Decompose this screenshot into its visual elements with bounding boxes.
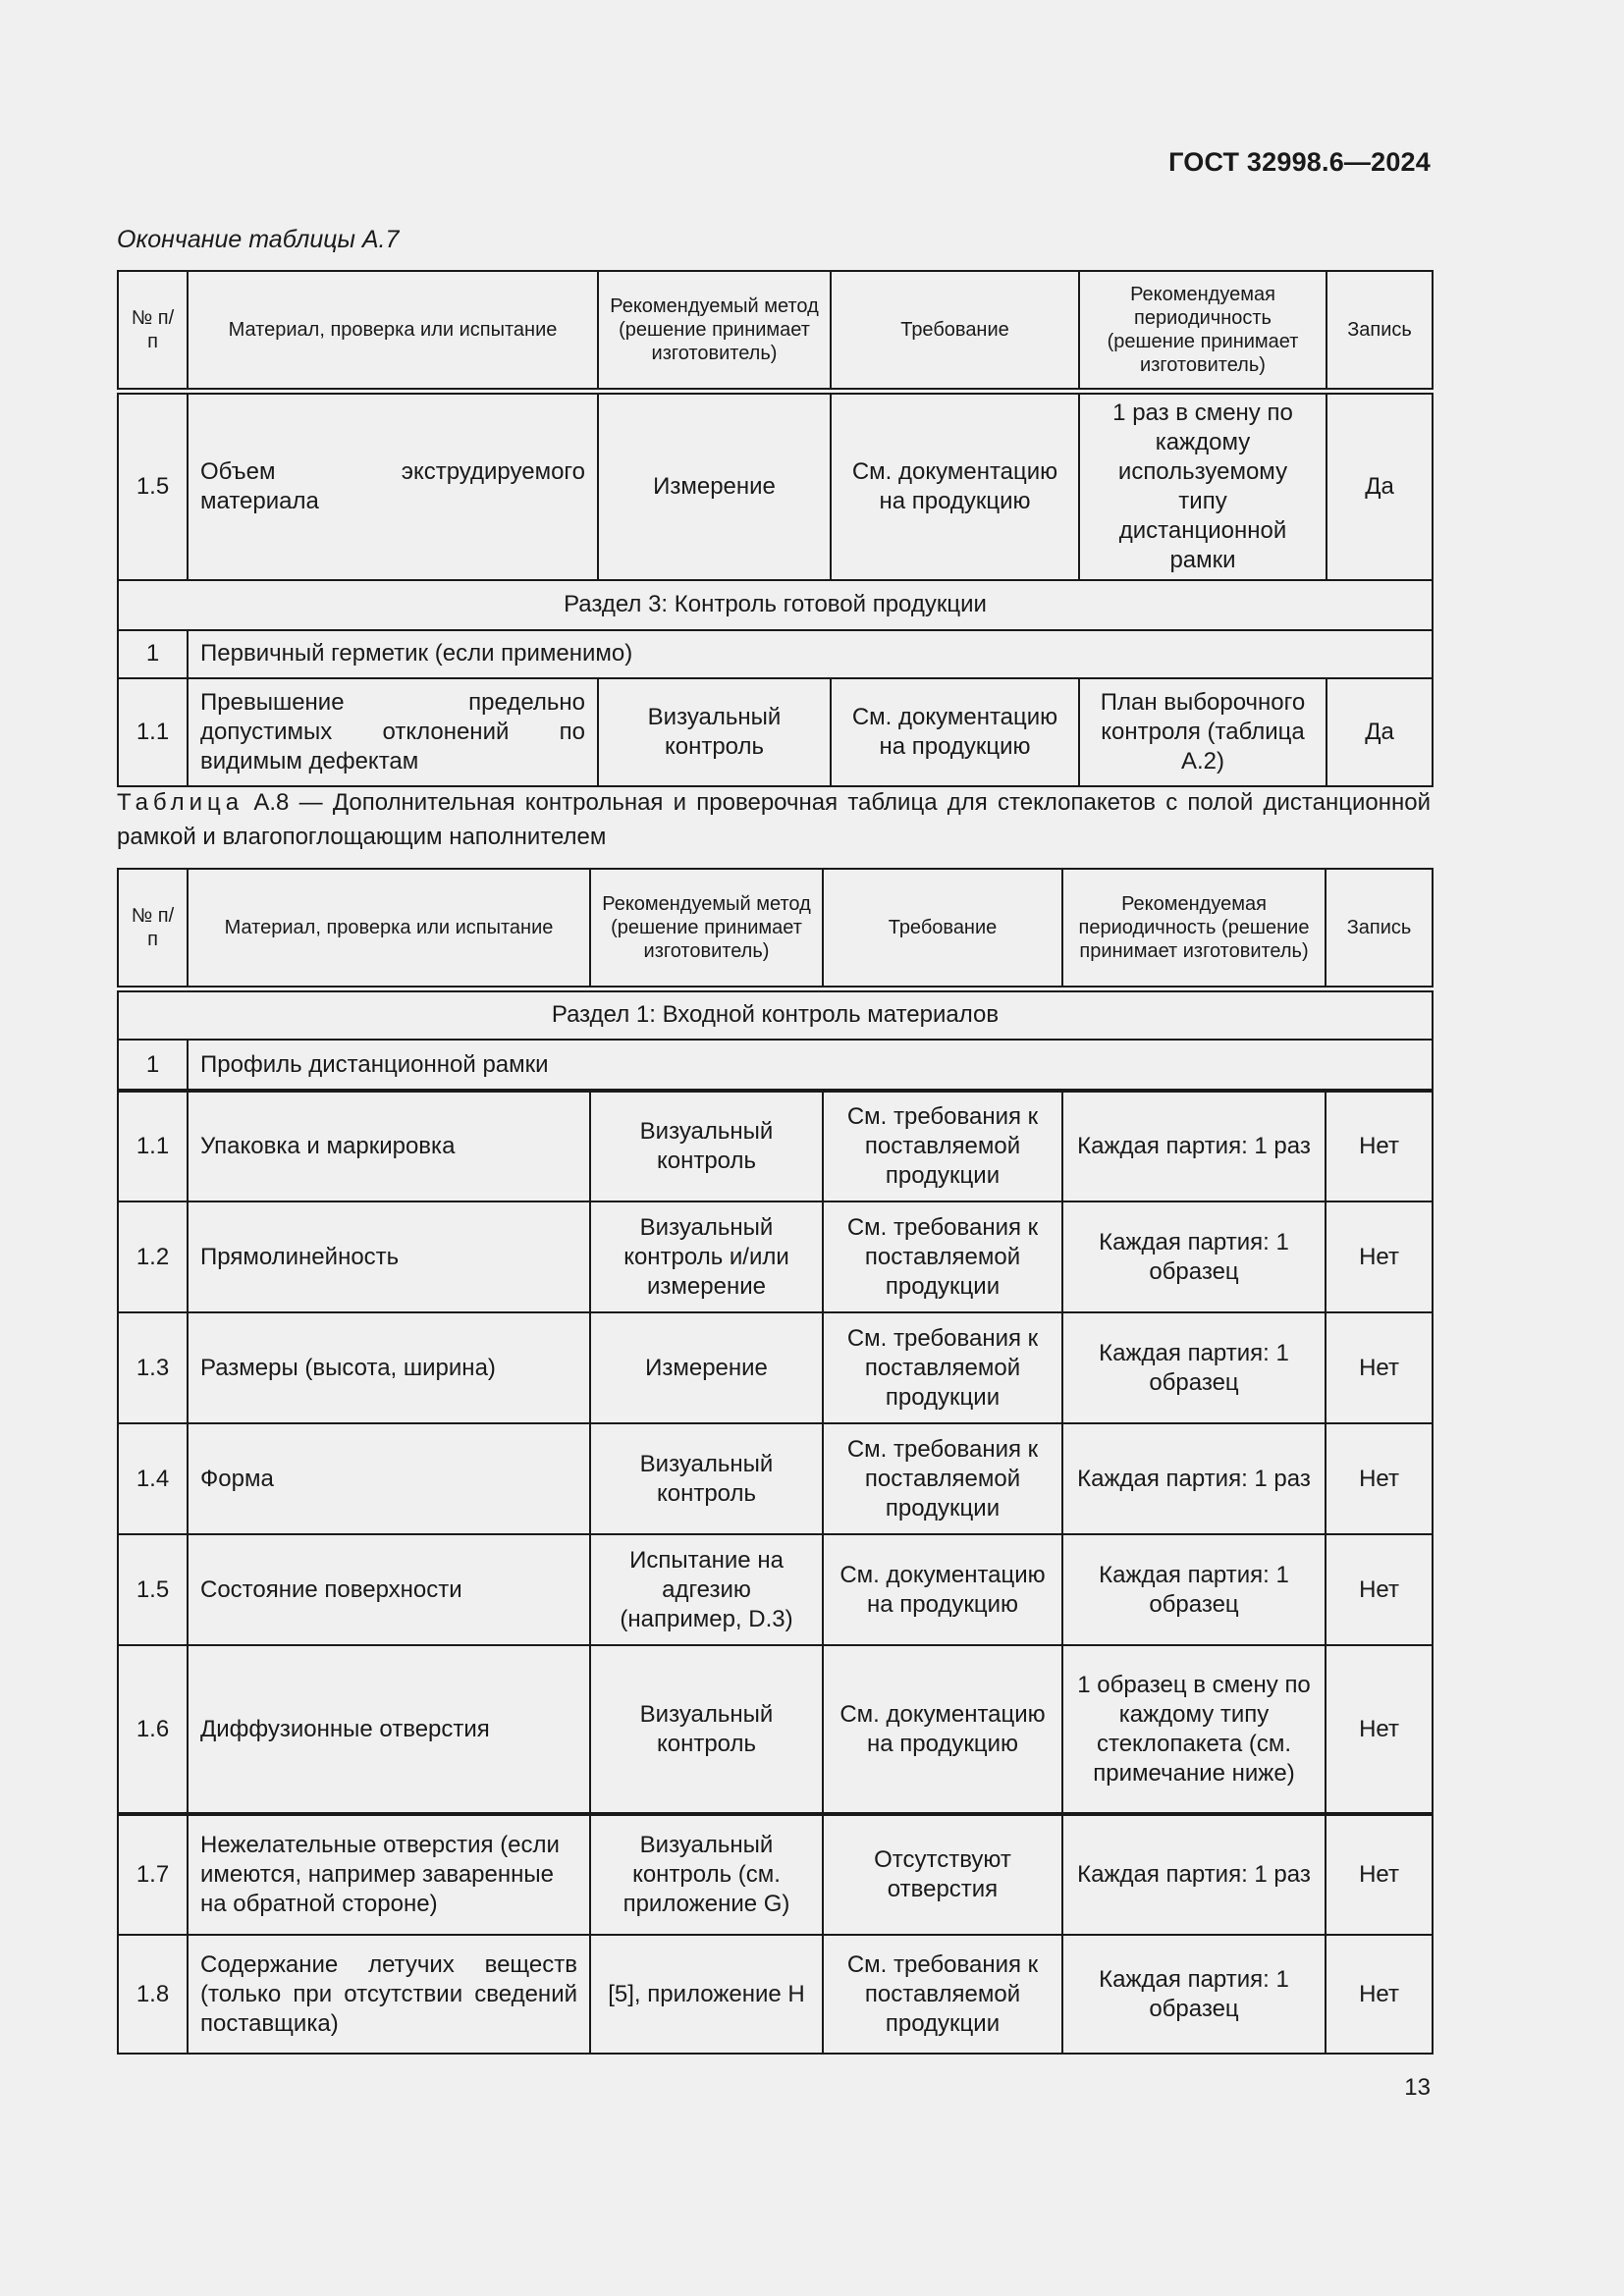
cell-record: Да	[1326, 391, 1433, 580]
cell-record: Нет	[1326, 1201, 1433, 1312]
cell-requirement: См. требования к поставляемой продукции	[823, 1312, 1062, 1423]
cell-method: Визуальный контроль	[590, 1645, 823, 1814]
table-a8	[117, 868, 1434, 2055]
document-code: ГОСТ 32998.6—2024	[1168, 147, 1431, 177]
table-row	[118, 1935, 1433, 2054]
section-3-title: Раздел 3: Контроль готовой продукции	[118, 580, 1433, 630]
table-row	[118, 1645, 1433, 1814]
header-requirement: Требование	[831, 271, 1079, 391]
cell-requirement: См. документацию на продукцию	[831, 391, 1079, 580]
page-number: 13	[1404, 2074, 1431, 2101]
table-row	[118, 1814, 1433, 1935]
cell-material: Упаковка и маркировка	[188, 1091, 590, 1201]
cell-num: 1.8	[118, 1935, 188, 2054]
table-header-row	[118, 869, 1433, 988]
cell-requirement: См. документацию на продукцию	[823, 1645, 1062, 1814]
table-row	[118, 1534, 1433, 1645]
group-title: Профиль дистанционной рамки	[188, 1040, 1433, 1091]
cell-num: 1.5	[118, 1534, 188, 1645]
cell-method: Испытание на адгезию (например, D.3)	[590, 1534, 823, 1645]
cell-period: 1 образец в смену по каждому типу стеклопакета (см. примечание ниже)	[1062, 1645, 1326, 1814]
cell-num: 1.6	[118, 1645, 188, 1814]
cell-num: 1	[118, 630, 188, 678]
cell-period: Каждая партия: 1 образец	[1062, 1312, 1326, 1423]
table-title-label: Таблица	[117, 789, 244, 816]
table-a8-title	[117, 785, 1431, 854]
group-row	[118, 1040, 1433, 1091]
cell-method: Измерение	[598, 391, 831, 580]
cell-num: 1.5	[118, 391, 188, 580]
cell-num: 1.1	[118, 1091, 188, 1201]
cell-method: Визуальный контроль (см. приложение G)	[590, 1814, 823, 1935]
cell-num: 1.2	[118, 1201, 188, 1312]
header-record: Запись	[1326, 869, 1433, 988]
cell-period: Каждая партия: 1 раз	[1062, 1091, 1326, 1201]
cell-material: Прямолинейность	[188, 1201, 590, 1312]
cell-material: Размеры (высота, ширина)	[188, 1312, 590, 1423]
cell-material: Превышение предельно допустимых отклонений по видимым дефектам	[188, 678, 598, 786]
cell-record: Нет	[1326, 1091, 1433, 1201]
cell-method: Визуальный контроль	[598, 678, 831, 786]
cell-num: 1.3	[118, 1312, 188, 1423]
cell-record: Нет	[1326, 1423, 1433, 1534]
table-row	[118, 1312, 1433, 1423]
cell-material: Диффузионные отверстия	[188, 1645, 590, 1814]
cell-requirement: См. требования к поставляемой продукции	[823, 1091, 1062, 1201]
table-continuation-caption: Окончание таблицы А.7	[117, 226, 400, 253]
cell-record: Нет	[1326, 1645, 1433, 1814]
section-row	[118, 580, 1433, 630]
cell-requirement: См. документацию на продукцию	[823, 1534, 1062, 1645]
cell-record: Нет	[1326, 1814, 1433, 1935]
table-row	[118, 1091, 1433, 1201]
cell-period: Каждая партия: 1 образец	[1062, 1201, 1326, 1312]
table-row	[118, 1201, 1433, 1312]
cell-num: 1.7	[118, 1814, 188, 1935]
cell-material: Содержание летучих веществ (только при отсутствии сведений поставщика)	[188, 1935, 590, 2054]
cell-requirement: См. требования к поставляемой продукции	[823, 1423, 1062, 1534]
header-material: Материал, проверка или испытание	[188, 869, 590, 988]
cell-requirement: См. документацию на продукцию	[831, 678, 1079, 786]
cell-method: [5], приложение H	[590, 1935, 823, 2054]
cell-period: 1 раз в смену по каждому используемому типу дистанционной рамки	[1079, 391, 1326, 580]
table-header-row	[118, 271, 1433, 391]
cell-requirement: Отсутствуют отверстия	[823, 1814, 1062, 1935]
cell-period: План выборочного контроля (таблица А.2)	[1079, 678, 1326, 786]
cell-requirement: См. требования к поставляемой продукции	[823, 1935, 1062, 2054]
cell-material: Состояние поверхности	[188, 1534, 590, 1645]
cell-material: Форма	[188, 1423, 590, 1534]
header-num: № п/п	[118, 869, 188, 988]
cell-method: Визуальный контроль и/или измерение	[590, 1201, 823, 1312]
table-a7-end	[117, 270, 1434, 787]
cell-period: Каждая партия: 1 раз	[1062, 1423, 1326, 1534]
header-method: Рекомендуемый метод (решение принимает изготовитель)	[598, 271, 831, 391]
cell-method: Измерение	[590, 1312, 823, 1423]
cell-material: Объем экструдируемого материала	[188, 391, 598, 580]
cell-method: Визуальный контроль	[590, 1091, 823, 1201]
table-row	[118, 678, 1433, 786]
header-method: Рекомендуемый метод (решение принимает изготовитель)	[590, 869, 823, 988]
cell-record: Нет	[1326, 1534, 1433, 1645]
cell-period: Каждая партия: 1 раз	[1062, 1814, 1326, 1935]
cell-period: Каждая партия: 1 образец	[1062, 1935, 1326, 2054]
section-row	[118, 988, 1433, 1040]
header-period: Рекомендуемая периодичность (решение принимает изготовитель)	[1062, 869, 1326, 988]
cell-num: 1	[118, 1040, 188, 1091]
cell-num: 1.1	[118, 678, 188, 786]
header-record: Запись	[1326, 271, 1433, 391]
group-title: Первичный герметик (если применимо)	[188, 630, 1433, 678]
cell-period: Каждая партия: 1 образец	[1062, 1534, 1326, 1645]
table-title-text: А.8 — Дополнительная контрольная и проверочная таблица для стеклопакетов с полой дистанционной рамкой и влагопоглощающим наполнителем	[117, 789, 1431, 850]
header-requirement: Требование	[823, 869, 1062, 988]
cell-record: Да	[1326, 678, 1433, 786]
cell-record: Нет	[1326, 1935, 1433, 2054]
cell-record: Нет	[1326, 1312, 1433, 1423]
section-1-title: Раздел 1: Входной контроль материалов	[118, 988, 1433, 1040]
header-period: Рекомендуемая периодичность (решение принимает изготовитель)	[1079, 271, 1326, 391]
table-row	[118, 1423, 1433, 1534]
header-num: № п/п	[118, 271, 188, 391]
table-row	[118, 391, 1433, 580]
cell-requirement: См. требования к поставляемой продукции	[823, 1201, 1062, 1312]
cell-material: Нежелательные отверстия (если имеются, например заваренные на обратной стороне)	[188, 1814, 590, 1935]
group-row	[118, 630, 1433, 678]
cell-method: Визуальный контроль	[590, 1423, 823, 1534]
cell-num: 1.4	[118, 1423, 188, 1534]
header-material: Материал, проверка или испытание	[188, 271, 598, 391]
